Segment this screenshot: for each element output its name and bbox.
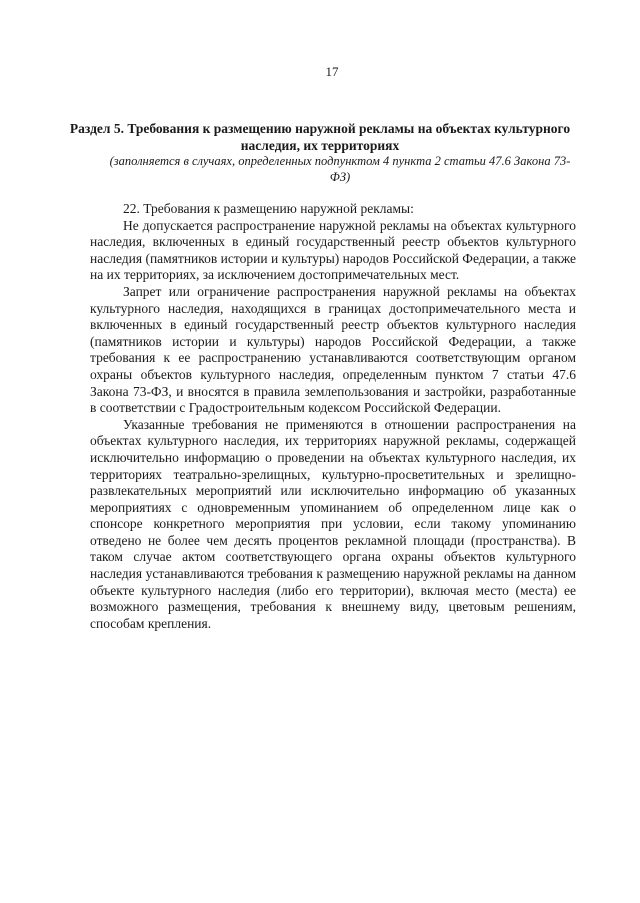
paragraph-landmark-restrictions: Запрет или ограничение распространения наружной рекламы на объектах культурного наследия, находящихся в границах достопримечательного места и включенных в единый государственный реестр объектов культурного наследия (памятников истории и культуры) народов Российской Федерации, а также требования к ее распространению устанавливаются соответствующим органом охраны объектов культурного наследия, определенным пунктом 7 статьи 47.6 Закона 73-ФЗ, и вносятся в правила землепользования и застройки, разработанные в соответствии с Градостроительным кодексом Российской Федерации. bbox=[90, 283, 576, 416]
section-note: (заполняется в случаях, определенных подпунктом 4 пункта 2 статьи 47.6 Закона 73-ФЗ) bbox=[109, 154, 571, 184]
paragraph-exceptions: Указанные требования не применяются в отношении распространения на объектах культурного наследия, их территориях наружной рекламы, содержащей исключительно информацию о проведении на объектах культурного наследия, их территориях театрально-зрелищных, культурно-просветительных и зрелищно-развлекательных мероприятий или исключительно информацию об указанных мероприятиях с одновременным упоминанием об определенном лице как о спонсоре конкретного мероприятия при условии, если такому упоминанию отведено не более чем десять процентов рекламной площади (пространства). В таком случае актом соответствующего органа охраны объектов культурного наследия устанавливаются требования к размещению наружной рекламы на данном объекте культурного наследия (либо его территории), включая место (места) ее возможного размещения, требования к внешнему виду, цветовым решениям, способам крепления. bbox=[90, 416, 576, 631]
section-header bbox=[60, 120, 580, 185]
paragraph-advertising-prohibition: Не допускается распространение наружной рекламы на объектах культурного наследия, включенных в единый государственный реестр объектов культурного наследия (памятников истории и культуры) народов Российской Федерации, а также на их территориях, за исключением достопримечательных мест. bbox=[90, 217, 576, 283]
page-number: 17 bbox=[325, 64, 339, 79]
section-title: Раздел 5. Требования к размещению наружной рекламы на объектах культурного наследия, их территориях bbox=[69, 121, 571, 153]
paragraph-item-22: 22. Требования к размещению наружной рекламы: bbox=[123, 201, 414, 216]
section-body bbox=[90, 201, 576, 632]
